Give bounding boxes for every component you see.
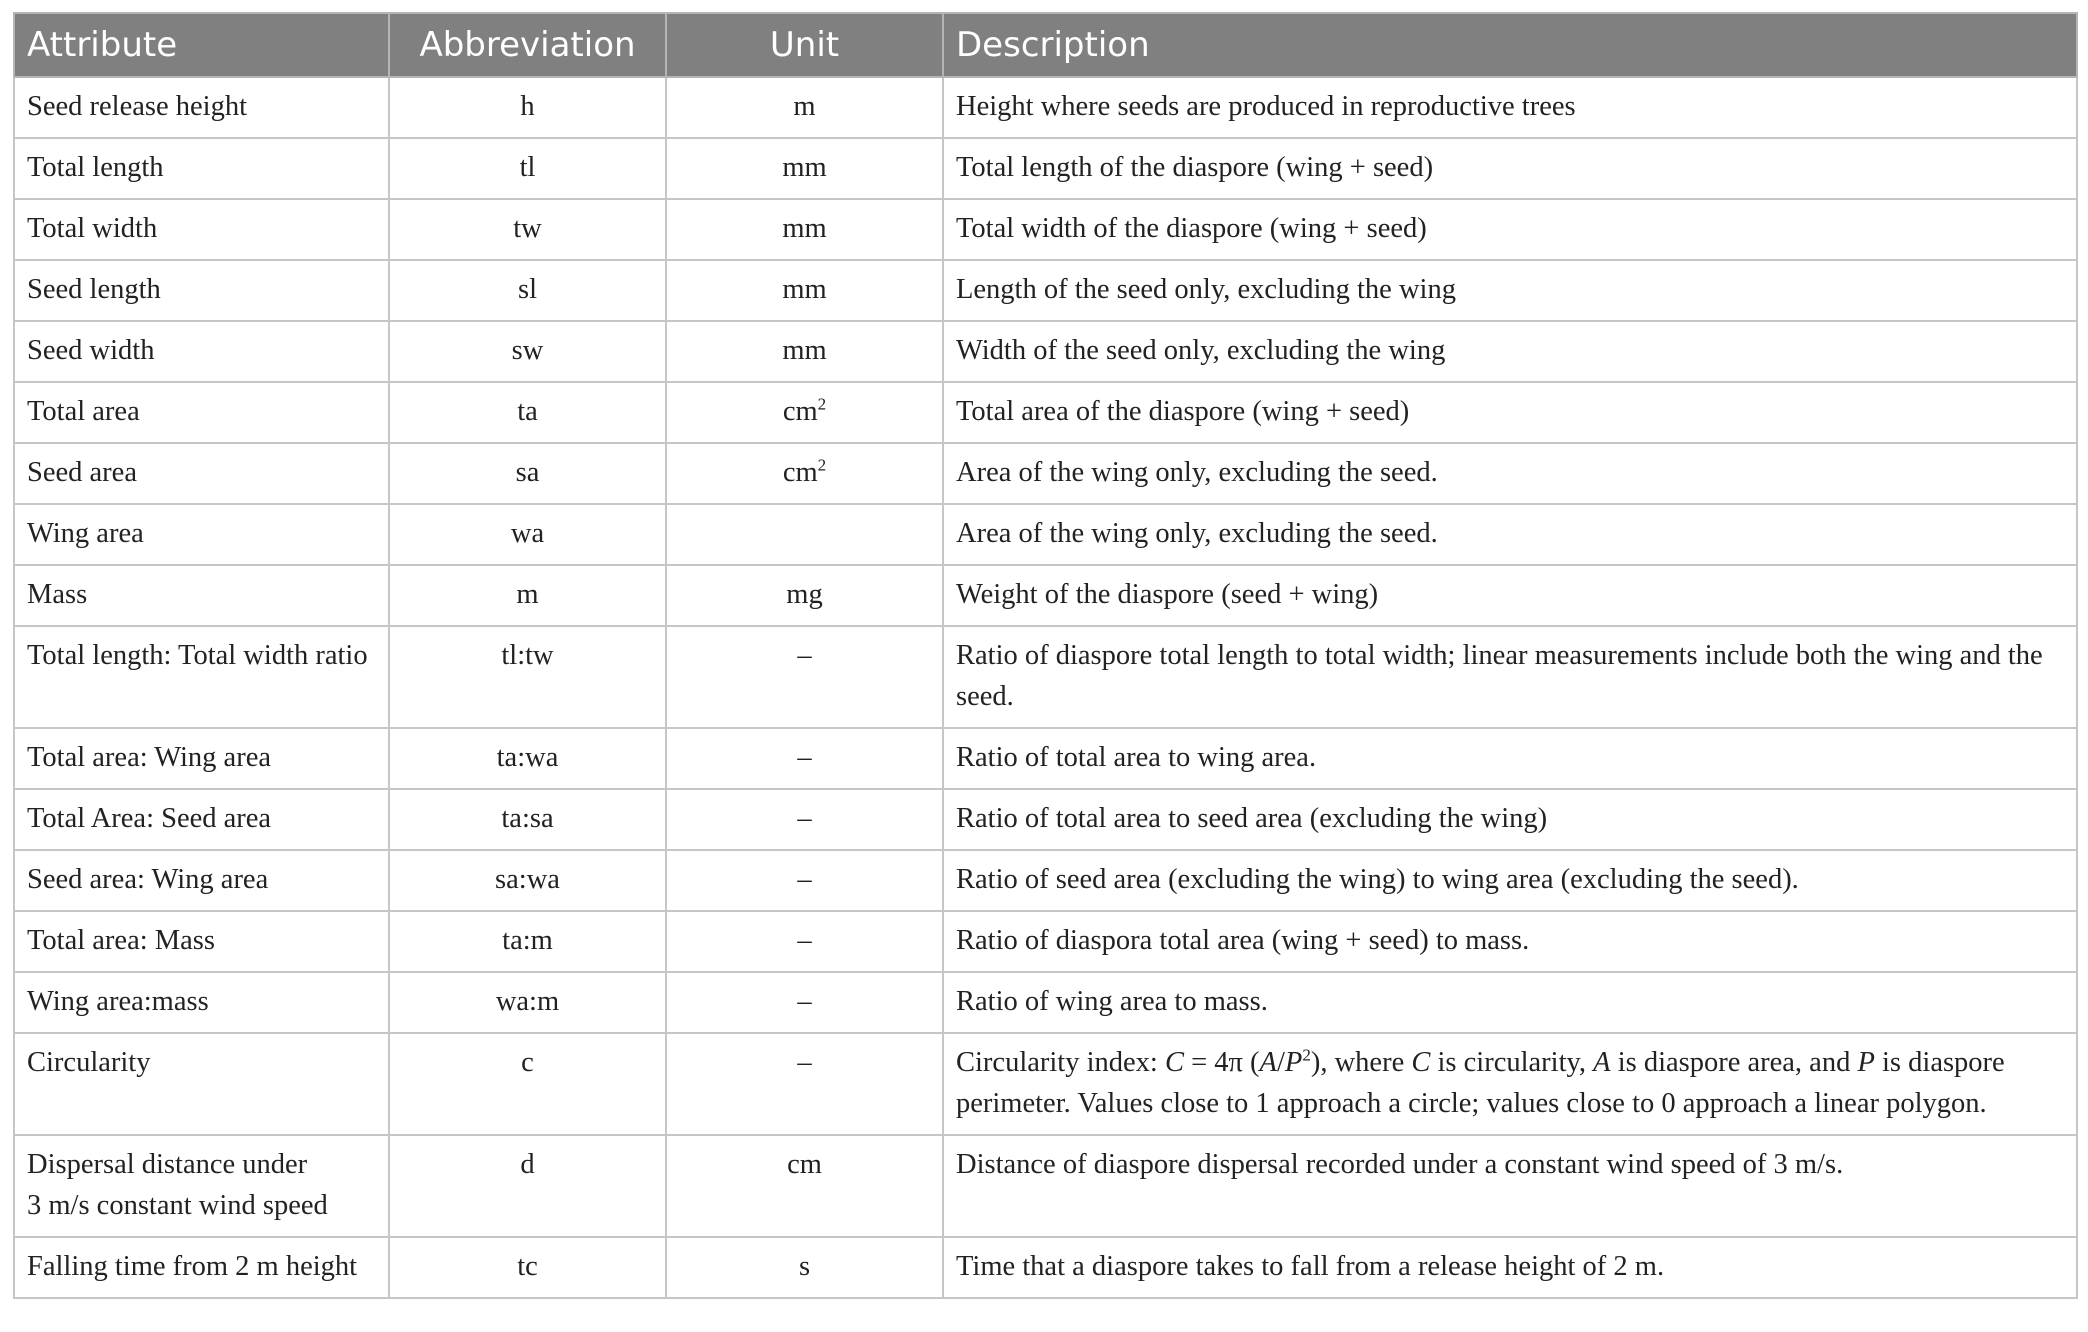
cell-unit xyxy=(666,443,943,504)
var-p: P xyxy=(1284,1047,1303,1078)
table-row xyxy=(14,504,2077,565)
header-abbreviation: Abbreviation xyxy=(389,13,666,77)
unit-superscript: 2 xyxy=(817,394,827,414)
var-a: A xyxy=(1259,1047,1277,1078)
header-unit: Unit xyxy=(666,13,943,77)
cell-unit: mm xyxy=(666,138,943,199)
table-row xyxy=(14,77,2077,138)
unit-base: cm xyxy=(782,457,818,488)
cell-abbreviation: d xyxy=(389,1135,666,1237)
cell-attribute: Total area: Mass xyxy=(14,911,389,972)
unit-superscript: 2 xyxy=(817,455,827,475)
cell-attribute: Total Area: Seed area xyxy=(14,789,389,850)
cell-abbreviation: ta:sa xyxy=(389,789,666,850)
desc-text: Circularity index: xyxy=(956,1047,1165,1078)
cell-abbreviation: ta:wa xyxy=(389,728,666,789)
desc-text: ), where xyxy=(1310,1047,1412,1078)
cell-description: Total width of the diaspore (wing + seed) xyxy=(943,199,2077,260)
table-row xyxy=(14,260,2077,321)
cell-attribute: Wing area:mass xyxy=(14,972,389,1033)
cell-abbreviation: tl xyxy=(389,138,666,199)
cell-attribute xyxy=(14,1135,389,1237)
header-description: Description xyxy=(943,13,2077,77)
header-attribute: Attribute xyxy=(14,13,389,77)
table-row xyxy=(14,626,2077,728)
cell-description: Weight of the diaspore (seed + wing) xyxy=(943,565,2077,626)
cell-abbreviation: c xyxy=(389,1033,666,1135)
cell-description: Ratio of diaspora total area (wing + seed) to mass. xyxy=(943,911,2077,972)
attribute-line: Dispersal distance under xyxy=(27,1149,308,1180)
var-c: C xyxy=(1411,1047,1431,1078)
cell-description: Ratio of diaspore total length to total width; linear measurements include both the wing and the seed. xyxy=(943,626,2077,728)
cell-attribute: Circularity xyxy=(14,1033,389,1135)
table-row xyxy=(14,1237,2077,1298)
desc-text: = 4π ( xyxy=(1183,1047,1260,1078)
cell-attribute: Seed area: Wing area xyxy=(14,850,389,911)
cell-abbreviation: tw xyxy=(389,199,666,260)
cell-unit: mm xyxy=(666,199,943,260)
cell-description: Area of the wing only, excluding the seed. xyxy=(943,504,2077,565)
table-header-row xyxy=(14,13,2077,77)
cell-attribute: Seed release height xyxy=(14,77,389,138)
cell-attribute: Falling time from 2 m height xyxy=(14,1237,389,1298)
cell-description: Ratio of total area to seed area (excluding the wing) xyxy=(943,789,2077,850)
cell-attribute: Seed area xyxy=(14,443,389,504)
table-row xyxy=(14,850,2077,911)
cell-unit: mg xyxy=(666,565,943,626)
table-row xyxy=(14,728,2077,789)
table-row xyxy=(14,443,2077,504)
table-row xyxy=(14,138,2077,199)
var-c: C xyxy=(1164,1047,1184,1078)
cell-abbreviation: tc xyxy=(389,1237,666,1298)
cell-description: Total length of the diaspore (wing + seed) xyxy=(943,138,2077,199)
cell-attribute: Total length: Total width ratio xyxy=(14,626,389,728)
cell-abbreviation: wa:m xyxy=(389,972,666,1033)
cell-unit: m xyxy=(666,77,943,138)
desc-text: is diaspore area, and xyxy=(1610,1047,1858,1078)
cell-abbreviation: ta xyxy=(389,382,666,443)
cell-description: Total area of the diaspore (wing + seed) xyxy=(943,382,2077,443)
cell-unit: mm xyxy=(666,260,943,321)
cell-attribute: Mass xyxy=(14,565,389,626)
cell-unit: – xyxy=(666,911,943,972)
cell-attribute: Seed width xyxy=(14,321,389,382)
cell-abbreviation: tl:tw xyxy=(389,626,666,728)
desc-text: is circularity, xyxy=(1430,1047,1594,1078)
desc-text: / xyxy=(1276,1047,1285,1078)
cell-unit: – xyxy=(666,789,943,850)
cell-abbreviation: sa:wa xyxy=(389,850,666,911)
cell-unit: s xyxy=(666,1237,943,1298)
table-row xyxy=(14,565,2077,626)
cell-attribute: Wing area xyxy=(14,504,389,565)
cell-description: Ratio of wing area to mass. xyxy=(943,972,2077,1033)
cell-description: Ratio of seed area (excluding the wing) to wing area (excluding the seed). xyxy=(943,850,2077,911)
cell-abbreviation: ta:m xyxy=(389,911,666,972)
table-row xyxy=(14,1033,2077,1135)
cell-unit: mm xyxy=(666,321,943,382)
cell-abbreviation: m xyxy=(389,565,666,626)
table-row xyxy=(14,911,2077,972)
attributes-table xyxy=(13,12,2078,1299)
cell-description: Width of the seed only, excluding the wing xyxy=(943,321,2077,382)
desc-text: is diaspore perimeter. Values close to 1 approach a circle; values close to 0 approach a linear polygon. xyxy=(956,1047,2005,1119)
table-row xyxy=(14,1135,2077,1237)
cell-attribute: Seed length xyxy=(14,260,389,321)
cell-unit: – xyxy=(666,850,943,911)
cell-description: Area of the wing only, excluding the seed. xyxy=(943,443,2077,504)
cell-attribute: Total area: Wing area xyxy=(14,728,389,789)
table-row xyxy=(14,789,2077,850)
cell-description xyxy=(943,1033,2077,1135)
table-row xyxy=(14,199,2077,260)
cell-description: Time that a diaspore takes to fall from a release height of 2 m. xyxy=(943,1237,2077,1298)
attribute-line: 3 m/s constant wind speed xyxy=(27,1190,328,1221)
cell-unit: cm xyxy=(666,1135,943,1237)
cell-abbreviation: sl xyxy=(389,260,666,321)
cell-abbreviation: sa xyxy=(389,443,666,504)
cell-abbreviation: h xyxy=(389,77,666,138)
cell-unit xyxy=(666,382,943,443)
superscript: 2 xyxy=(1302,1045,1311,1065)
cell-description: Length of the seed only, excluding the wing xyxy=(943,260,2077,321)
cell-attribute: Total width xyxy=(14,199,389,260)
cell-abbreviation: sw xyxy=(389,321,666,382)
cell-unit: – xyxy=(666,728,943,789)
cell-description: Ratio of total area to wing area. xyxy=(943,728,2077,789)
var-p: P xyxy=(1857,1047,1875,1078)
cell-abbreviation: wa xyxy=(389,504,666,565)
cell-description: Distance of diaspore dispersal recorded under a constant wind speed of 3 m/s. xyxy=(943,1135,2077,1237)
var-a: A xyxy=(1593,1047,1611,1078)
cell-unit: – xyxy=(666,626,943,728)
table-row xyxy=(14,972,2077,1033)
unit-base: cm xyxy=(782,396,818,427)
cell-unit: – xyxy=(666,972,943,1033)
cell-unit xyxy=(666,504,943,565)
table-row xyxy=(14,321,2077,382)
cell-unit: – xyxy=(666,1033,943,1135)
table-row xyxy=(14,382,2077,443)
cell-attribute: Total area xyxy=(14,382,389,443)
table-container xyxy=(13,12,2076,1299)
cell-description: Height where seeds are produced in reproductive trees xyxy=(943,77,2077,138)
cell-attribute: Total length xyxy=(14,138,389,199)
